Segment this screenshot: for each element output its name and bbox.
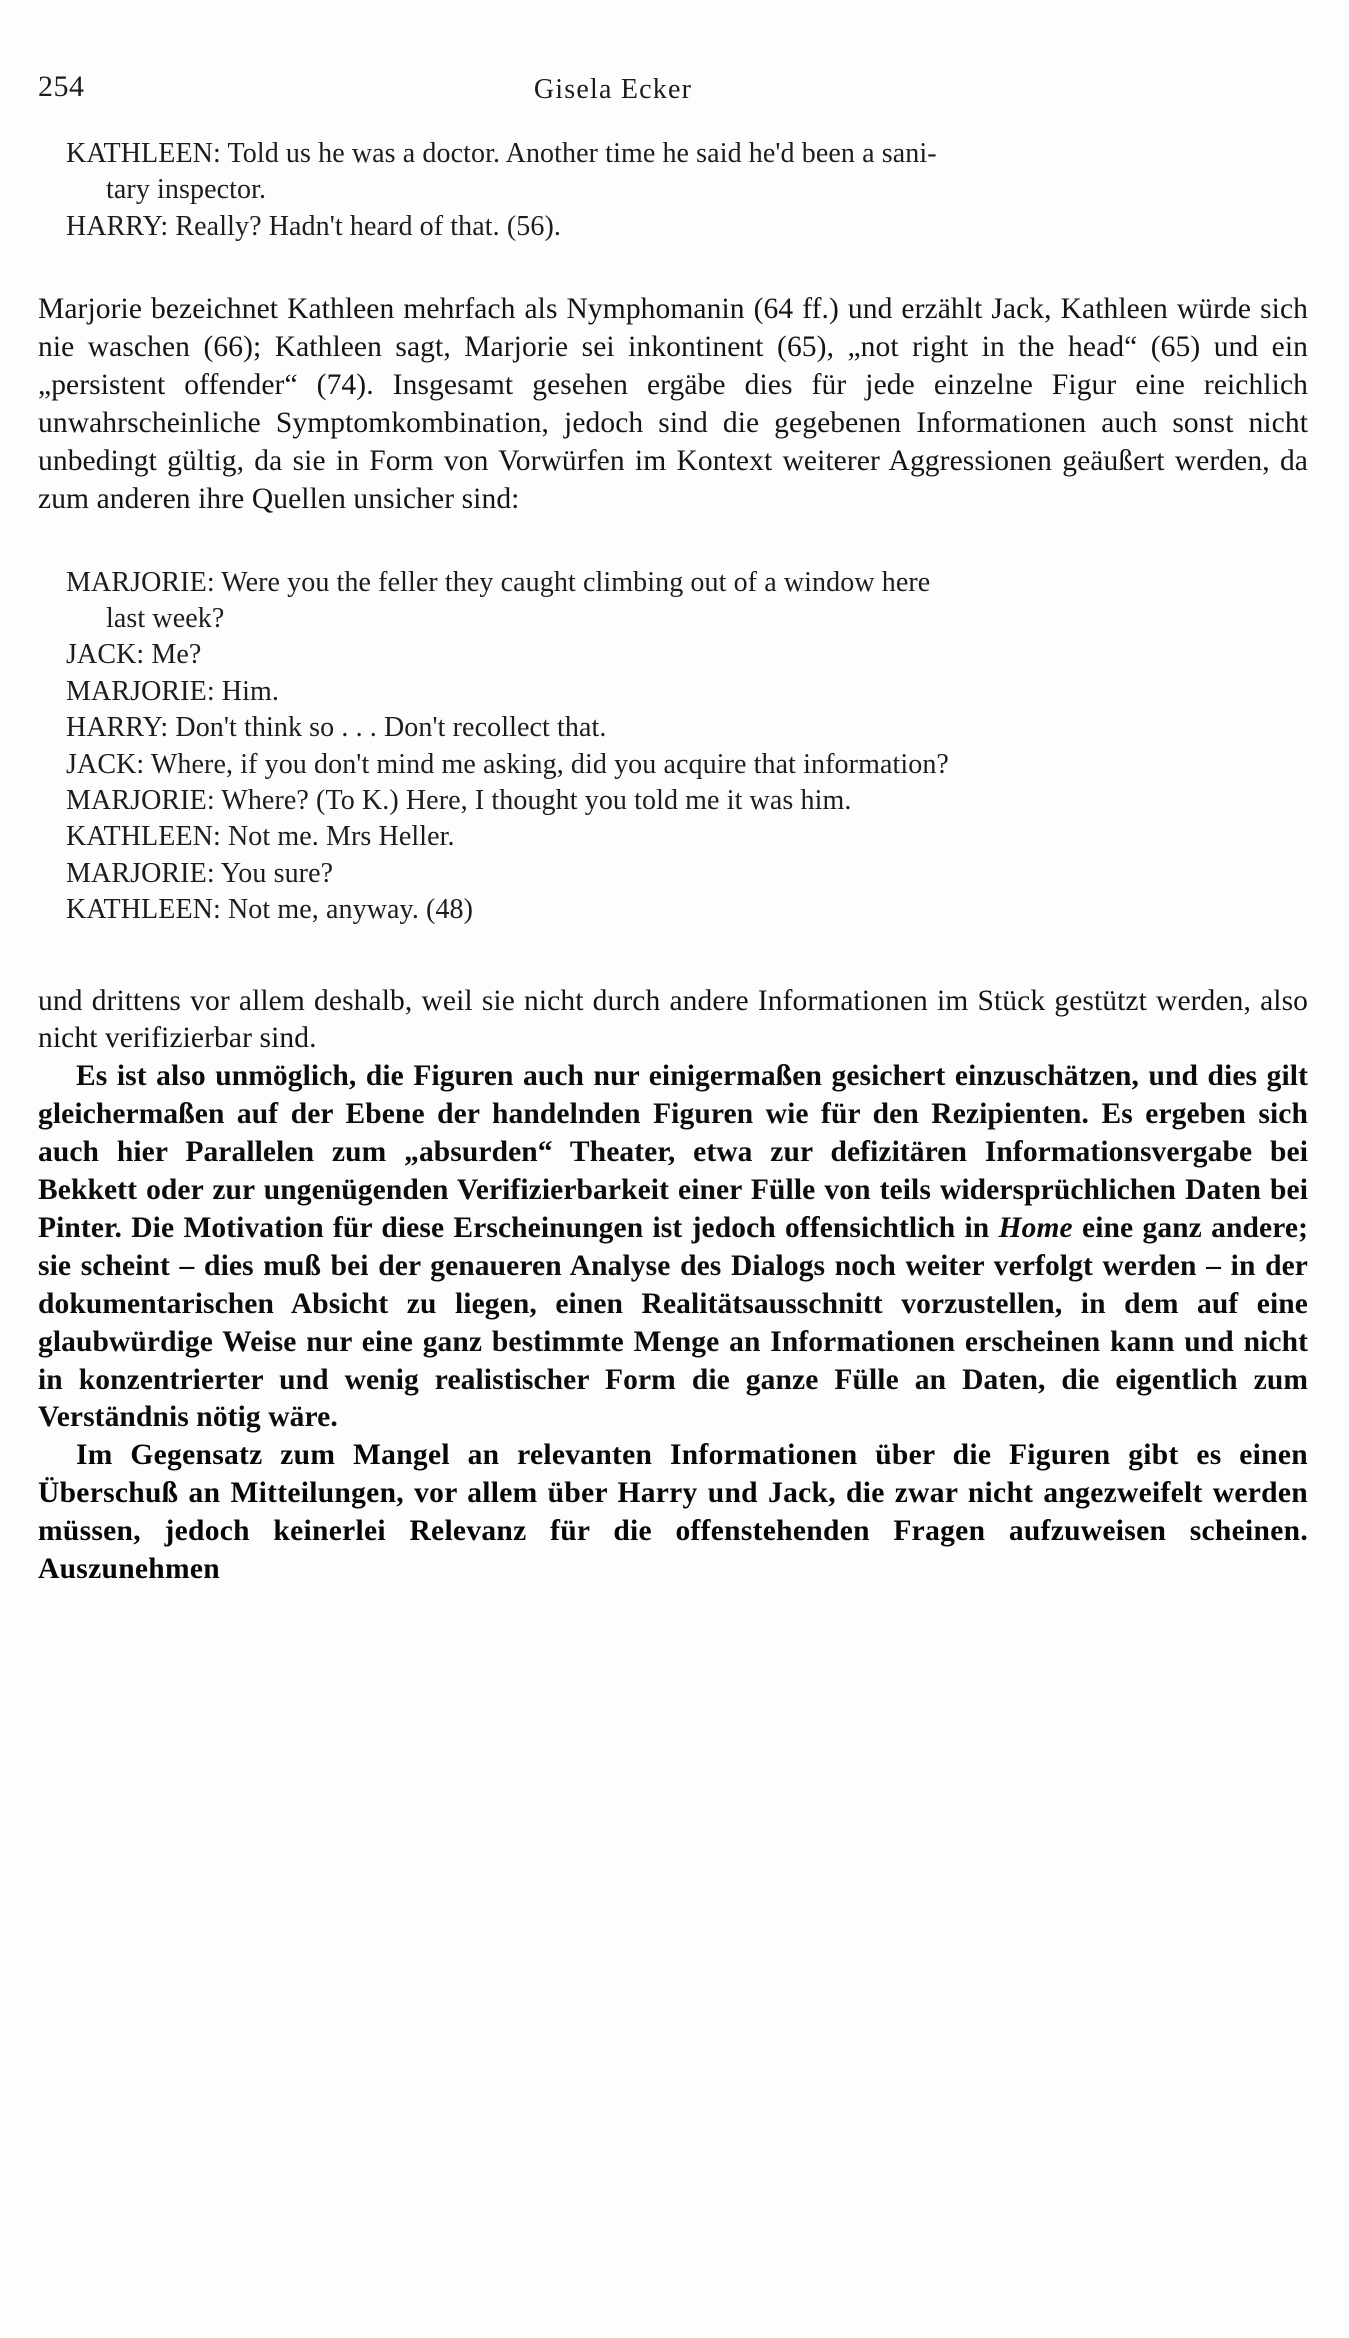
page-number: 254 xyxy=(38,70,85,103)
dialogue-line: HARRY: Don't think so . . . Don't recollect that. xyxy=(66,712,607,744)
dialogue-line: tary inspector. xyxy=(106,174,267,206)
dialogue-line: last week? xyxy=(106,603,225,634)
running-head xyxy=(38,70,1308,122)
running-head-title: Gisela Ecker xyxy=(533,74,693,105)
paragraph-marjorie-bezeichnet: Marjorie bezeichnet Kathleen mehrfach als Nymphomanin (64 ff.) und erzählt Jack, Kathleen würde sich nie waschen (66); Kathleen sagt, Marjorie sei inkontinent (65), „not right in the head“ (65) und ein „persistent offender“ (74). Insgesamt gesehen ergäbe dies für jede einzelne Figur eine reichlich unwahrscheinliche Symptomkombination, jedoch sind die gegebenen Informationen auch sonst nicht unbedingt gültig, da sie in Form von Vorwürfen im Kontext weiterer Aggressionen geäußert werden, da zum anderen ihre Quellen unsicher sind: xyxy=(38,293,1308,515)
paragraph-text-part-b: eine ganz andere; sie scheint – dies muß bei der genaueren Analyse des Dialogs noch weiter verfolgt werden – in der dokumentarischen Absicht zu liegen, einen Realitätsausschnitt vorzustellen, in dem auf eine glaubwürdige Weise nur eine ganz bestimmte Menge an Informationen erscheinen kann und nicht in konzentrierter und wenig realistischer Form die ganze Fülle an Daten, die eigentlich zum Verständnis nötig wäre. xyxy=(38,1211,1308,1434)
dialogue-line: KATHLEEN: Not me, anyway. (48) xyxy=(66,894,474,926)
paragraph-und-drittens: und drittens vor allem deshalb, weil sie nicht durch andere Informationen im Stück gestützt werden, also nicht verifizierbar sind. xyxy=(38,984,1308,1055)
quoted-dialogue-two xyxy=(66,565,1261,929)
paragraph-text-part-a: Es ist also unmöglich, die Figuren auch nur einigermaßen gesichert einzuschätzen, und dies gilt gleichermaßen auf der Ebene der handelnden Figuren wie für den Rezipienten. Es ergeben sich auch hier Parallelen zum „absurden“ Theater, etwa zur defizitären Informationsvergabe bei Bekkett oder zur ungenügenden Verifizierbarkeit einer Fülle von teils widersprüchlichen Daten bei Pinter. Die Motivation für diese Erscheinungen ist jedoch offensichtlich in xyxy=(38,1060,1308,1244)
page-content xyxy=(38,70,1308,1589)
dialogue-line: JACK: Me? xyxy=(66,639,202,671)
dialogue-line: MARJORIE: Were you the feller they caught climbing out of a window here xyxy=(66,566,931,598)
dialogue-line: HARRY: Really? Hadn't heard of that. (56). xyxy=(66,210,562,242)
work-title-home: Home xyxy=(998,1211,1073,1244)
dialogue-line: MARJORIE: Where? (To K.) Here, I thought you told me it was him. xyxy=(66,784,852,816)
paragraph-es-ist-also xyxy=(38,1058,1308,1437)
dialogue-line: KATHLEEN: Told us he was a doctor. Another time he said he'd been a sani- xyxy=(66,138,937,169)
dialogue-line: KATHLEEN: Not me. Mrs Heller. xyxy=(66,821,455,853)
dialogue-line: MARJORIE: Him. xyxy=(66,675,279,707)
paragraph-im-gegensatz: Im Gegensatz zum Mangel an relevanten Informationen über die Figuren gibt es einen Überschuß an Mitteilungen, vor allem über Harry und Jack, die zwar nicht angezweifelt werden müssen, jedoch keinerlei Relevanz für die offenstehenden Fragen aufzuweisen scheinen. Auszunehmen xyxy=(38,1439,1308,1586)
dialogue-line: JACK: Where, if you don't mind me asking, did you acquire that information? xyxy=(66,748,949,780)
dialogue-line: MARJORIE: You sure? xyxy=(66,857,334,889)
quoted-dialogue-one xyxy=(66,136,1261,245)
